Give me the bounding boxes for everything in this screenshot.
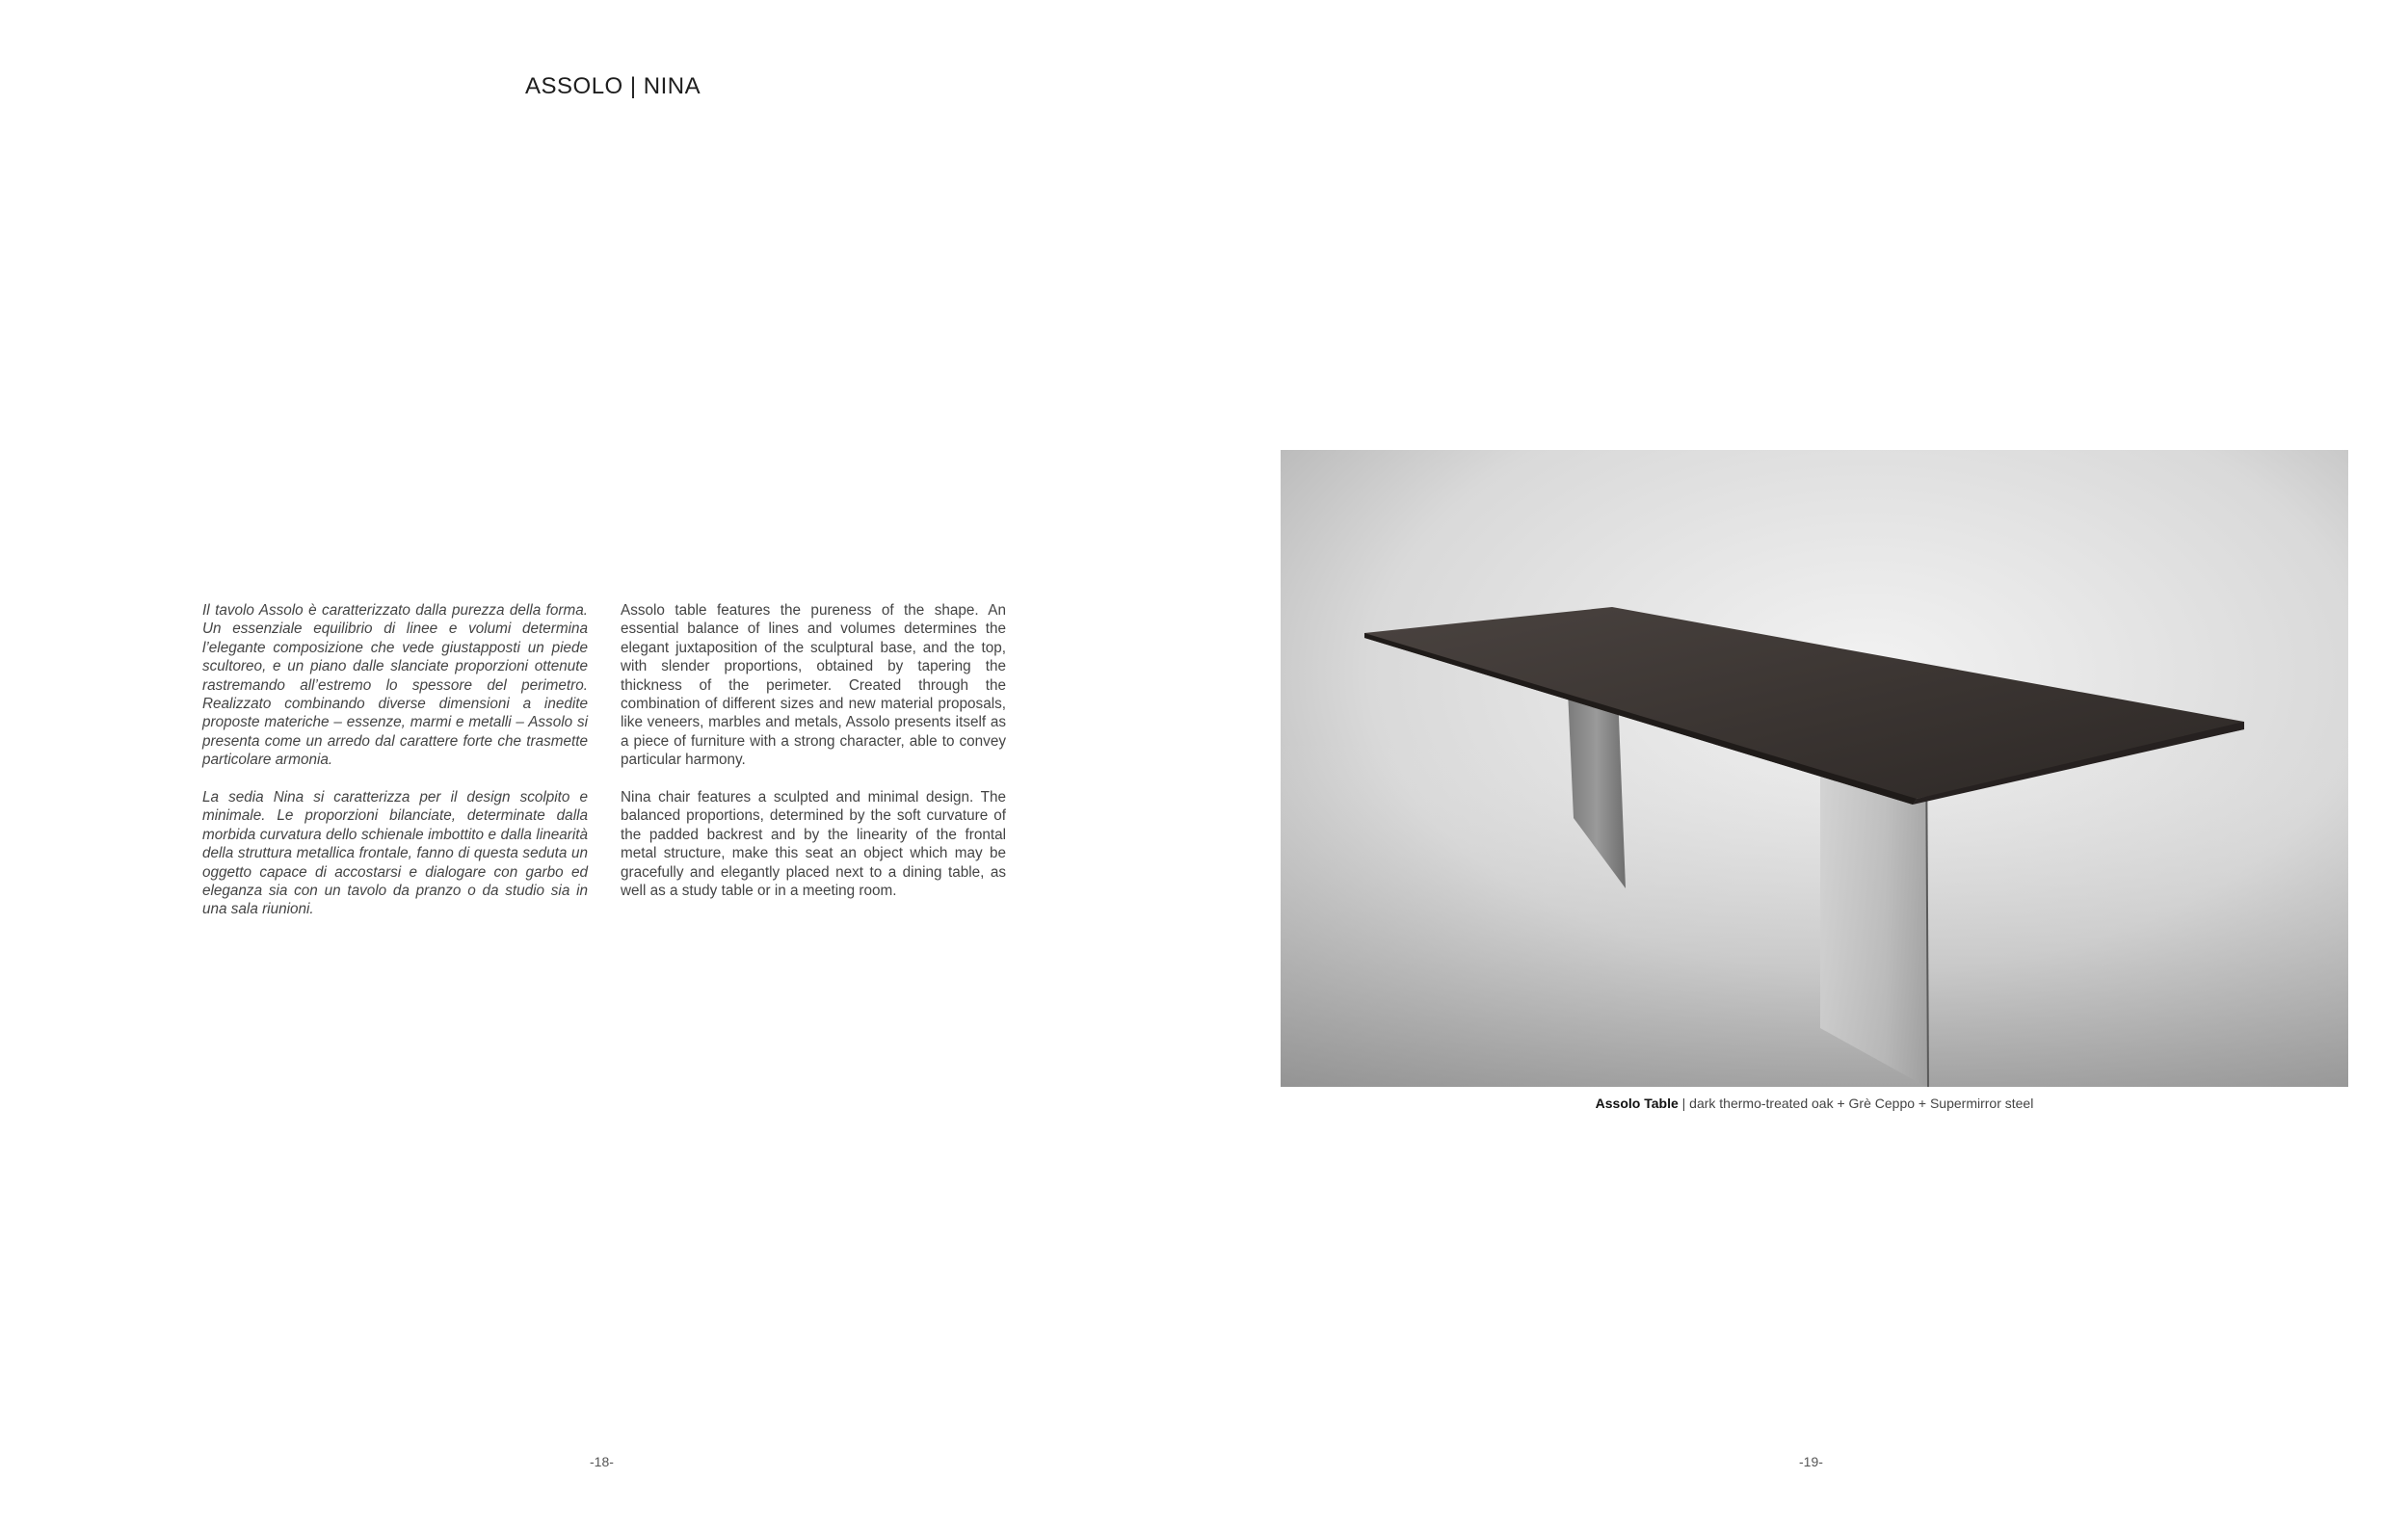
photo-floor [1281, 739, 2348, 1087]
assolo-table-photo [1281, 450, 2348, 1087]
caption-product-name: Assolo Table [1595, 1096, 1679, 1111]
page-title: ASSOLO | NINA [525, 73, 701, 99]
english-paragraph-assolo: Assolo table features the pureness of the shape. An essential balance of lines and volumes determines the elegant juxtaposition of the sculptural base, and the top, with slender proportions, obtained by tapering the thickness of the perimeter. Created through the combination of different sizes and new material proposals, like veneers, marbles and metals, Assolo presents itself as a piece of furniture with a strong character, able to convey particular harmony. [621, 602, 1006, 769]
page-number-right: -19- [1799, 1454, 1823, 1469]
italian-description [202, 601, 588, 938]
page-number-left: -18- [590, 1454, 614, 1469]
italian-paragraph-assolo: Il tavolo Assolo è caratterizzato dalla purezza della forma. Un essenziale equilibrio di linee e volumi determina l’elegante composizione che vede giustapposti un piede scultoreo, e un piano dalle slanciate proporzioni ottenute rastremando all’estremo lo spessore del perimetro. Realizzato combinando diverse dimensioni a inedite proposte materiche – essenze, marmi e metalli – Assolo si presenta come un arredo dal carattere forte che trasmette particolare armonia. [202, 602, 588, 769]
english-paragraph-nina: Nina chair features a sculpted and minimal design. The balanced proportions, determined by the soft curvature of the padded backrest and by the linearity of the frontal metal structure, make this seat an object which may be gracefully and elegantly placed next to a dining table, as well as a study table or in a meeting room. [621, 789, 1006, 900]
caption-materials: | dark thermo-treated oak + Grè Ceppo + Supermirror steel [1678, 1096, 2034, 1111]
table-illustration [1281, 450, 2348, 1087]
photo-caption [1281, 1096, 2348, 1111]
english-description [621, 601, 1006, 919]
italian-paragraph-nina: La sedia Nina si caratterizza per il design scolpito e minimale. Le proporzioni bilanciate, determinate dalla morbida curvatura dello schienale imbottito e dalla linearità della struttura metallica frontale, fanno di questa seduta un oggetto capace di accostarsi e dialogare con garbo ed eleganza sia con un tavolo da pranzo o da studio sia in una sala riunioni. [202, 789, 588, 918]
